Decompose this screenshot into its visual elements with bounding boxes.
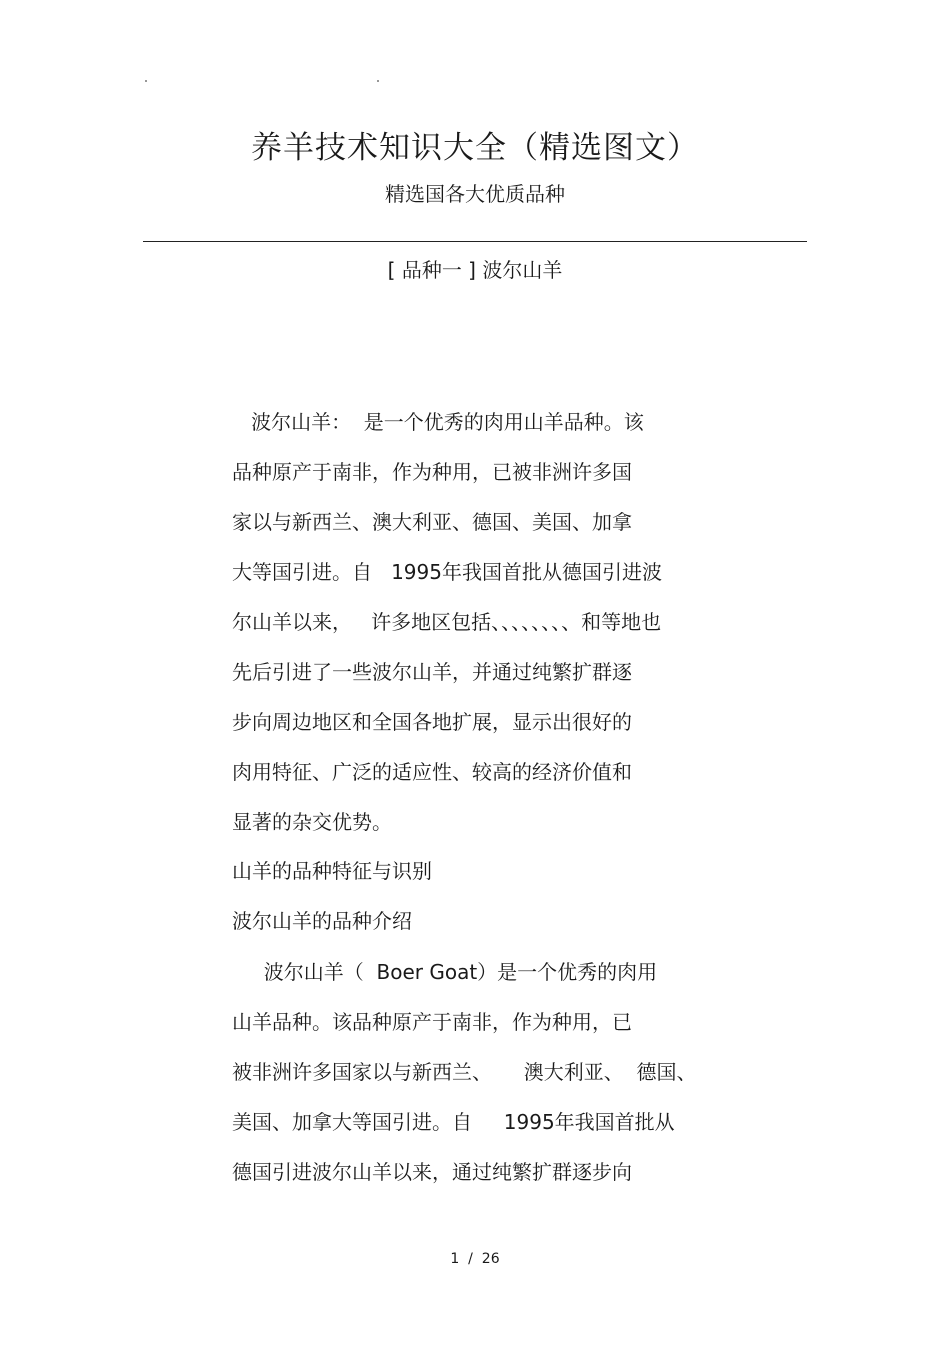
paragraph-line: 家以与新西兰、澳大利亚、德国、美国、加拿 <box>232 510 632 534</box>
paragraph-line: 波尔山羊： 是一个优秀的肉用山羊品种。该 <box>232 410 644 434</box>
horizontal-rule <box>143 241 807 242</box>
page-indicator: 1 / 26 <box>450 1251 500 1267</box>
decorative-dot-left <box>145 80 147 82</box>
paragraph-line: 肉用特征、广泛的适应性、较高的经济价值和 <box>232 760 632 784</box>
paragraph-line: 品种原产于南非，作为种用，已被非洲许多国 <box>232 460 632 484</box>
paragraph-line: 步向周边地区和全国各地扩展，显示出很好的 <box>232 710 632 734</box>
paragraph-line: 先后引进了一些波尔山羊，并通过纯繁扩群逐 <box>232 660 632 684</box>
paragraph-line: 德国引进波尔山羊以来，通过纯繁扩群逐步向 <box>232 1160 632 1184</box>
decorative-dot-right <box>377 80 379 82</box>
paragraph-line: 尔山羊以来， 许多地区包括、、、、、、、、和等地也 <box>232 610 662 634</box>
document-subtitle: 精选国各大优质品种 <box>385 182 565 206</box>
paragraph-line: 大等国引进。自 1995年我国首批从德国引进波 <box>232 560 662 584</box>
document-title: 养羊技术知识大全（精选图文） <box>251 130 699 166</box>
paragraph-line: 显著的杂交优势。 <box>232 810 392 834</box>
section-heading: 山羊的品种特征与识别 <box>232 859 432 883</box>
paragraph-line: 波尔山羊（ Boer Goat）是一个优秀的肉用 <box>232 960 658 984</box>
paragraph-line: 山羊品种。该品种原产于南非，作为种用，已 <box>232 1010 632 1034</box>
paragraph-line: 美国、加拿大等国引进。自 1995年我国首批从 <box>232 1110 675 1134</box>
section-heading: 波尔山羊的品种介绍 <box>232 909 412 933</box>
variety-heading: [ 品种一 ] 波尔山羊 <box>387 258 563 282</box>
paragraph-line: 被非洲许多国家以与新西兰、 澳大利亚、 德国、 <box>232 1060 697 1084</box>
